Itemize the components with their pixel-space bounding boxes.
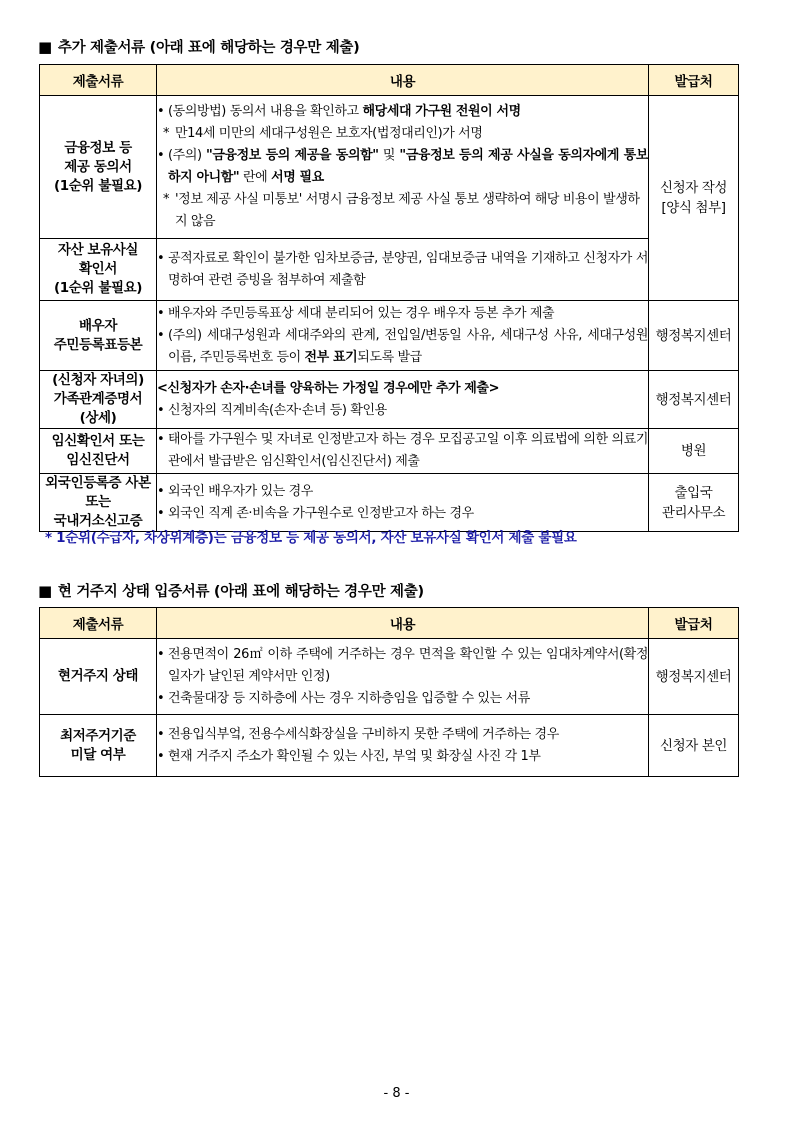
header-content: 내용 — [157, 65, 649, 96]
list-item: • 현재 거주지 주소가 확인될 수 있는 사진, 부엌 및 화장실 사진 각 1부 — [157, 746, 648, 768]
row-document-name: 임신확인서 또는 임신진단서 — [40, 429, 157, 474]
row-content — [157, 301, 649, 371]
row-issuer: 신청자 본인 — [649, 715, 739, 777]
page-number: - 8 - — [383, 1086, 410, 1101]
header-document: 제출서류 — [40, 608, 157, 639]
section1-heading: ■ 추가 제출서류 (아래 표에 해당하는 경우만 제출) — [38, 38, 360, 56]
row-issuer: 행정복지센터 — [649, 301, 739, 371]
row-content — [157, 474, 649, 532]
list-item: • 공적자료로 확인이 불가한 임차보증금, 분양권, 임대보증금 내역을 기재하고 신청자가 서명하여 관련 증빙을 첨부하여 제출함 — [157, 248, 648, 292]
table-row — [40, 639, 739, 715]
list-item: • (동의방법) 동의서 내용을 확인하고 해당세대 가구원 전원이 서명 — [157, 101, 648, 123]
bullet-dot-icon: • — [157, 327, 165, 343]
row-issuer: 행정복지센터 — [649, 371, 739, 429]
row-content — [157, 96, 649, 239]
table-row — [40, 715, 739, 777]
bullet-dot-icon: • — [157, 432, 165, 447]
list-item: • (주의) "금융정보 등의 제공을 동의함" 및 "금융정보 등의 제공 사실을 동의자에게 통보하지 아니함" 란에 서명 필요 — [157, 145, 648, 189]
table-row — [40, 474, 739, 532]
bullet-dot-icon: • — [157, 250, 165, 266]
row-condition-note: <신청자가 손자·손녀를 양육하는 가정일 경우에만 추가 제출> — [157, 380, 500, 396]
row-content — [157, 239, 649, 301]
row-document-name: 현거주지 상태 — [40, 639, 157, 715]
row-document-name: 배우자 주민등록표등본 — [40, 301, 157, 371]
list-item: • 전용입식부엌, 전용수세식화장실을 구비하지 못한 주택에 거주하는 경우 — [157, 724, 648, 746]
list-item: • 태아를 가구원수 및 자녀로 인정받고자 하는 경우 모집공고일 이후 의료법에 의한 의료기관에서 발급받은 임신확인서(임신진단서) 제출 — [157, 429, 648, 473]
header-content: 내용 — [157, 608, 649, 639]
row-issuer: 병원 — [649, 429, 739, 474]
header-document: 제출서류 — [40, 65, 157, 96]
black-square-icon: ■ — [38, 582, 52, 600]
row-document-name: 최저주거기준 미달 여부 — [40, 715, 157, 777]
row-issuer: 신청자 작성 [양식 첨부] — [649, 96, 739, 301]
row-document-name: 자산 보유사실 확인서 (1순위 불필요) — [40, 239, 157, 301]
table-row — [40, 301, 739, 371]
bullet-dot-icon: • — [157, 690, 165, 706]
list-item: • 전용면적이 26㎡ 이하 주택에 거주하는 경우 면적을 확인할 수 있는 임대차계약서(확정일자가 날인된 계약서만 인정) — [157, 644, 648, 688]
header-issuer: 발급처 — [649, 65, 739, 96]
list-item: • 건축물대장 등 지하층에 사는 경우 지하층임을 입증할 수 있는 서류 — [157, 688, 648, 710]
list-item: • 외국인 배우자가 있는 경우 — [157, 481, 648, 503]
bullet-dot-icon: • — [157, 483, 165, 499]
note-item: * 만14세 미만의 세대구성원은 보호자(법정대리인)가 서명 — [163, 126, 483, 141]
table-row — [40, 429, 739, 474]
footnote: * 1순위(수급자, 차상위계층)는 금융정보 등 제공 동의서, 자산 보유사실 확인서 제출 불필요 — [45, 530, 577, 546]
residence-documents-table — [39, 607, 739, 777]
additional-documents-table — [39, 64, 739, 532]
bullet-dot-icon: • — [157, 402, 165, 418]
table-header-row — [40, 608, 739, 639]
bullet-dot-icon: • — [157, 148, 165, 163]
table-row — [40, 371, 739, 429]
black-square-icon: ■ — [38, 38, 52, 56]
row-content — [157, 715, 649, 777]
row-issuer: 출입국 관리사무소 — [649, 474, 739, 532]
table-header-row — [40, 65, 739, 96]
table-row — [40, 239, 739, 301]
row-document-name: 금융정보 등 제공 동의서 (1순위 불필요) — [40, 96, 157, 239]
list-item: • 신청자의 직계비속(손자·손녀 등) 확인용 — [157, 400, 648, 422]
list-item: • (주의) 세대구성원과 세대주와의 관계, 전입일/변동일 사유, 세대구성 사유, 세대구성원 이름, 주민등록번호 등이 전부 표기되도록 발급 — [157, 325, 648, 369]
bullet-dot-icon: • — [157, 305, 165, 321]
bullet-dot-icon: • — [157, 726, 165, 742]
row-content — [157, 639, 649, 715]
section2-heading: ■ 현 거주지 상태 입증서류 (아래 표에 해당하는 경우만 제출) — [38, 582, 424, 600]
note-item: * '정보 제공 사실 미통보' 서명시 금융정보 제공 사실 통보 생략하여 해당 비용이 발생하지 않음 — [163, 192, 640, 229]
row-document-name: 외국인등록증 사본 또는 국내거소신고증 — [40, 474, 157, 532]
header-issuer: 발급처 — [649, 608, 739, 639]
list-item: • 외국인 직계 존·비속을 가구원수로 인정받고자 하는 경우 — [157, 503, 648, 525]
bullet-dot-icon: • — [157, 505, 165, 521]
bullet-dot-icon: • — [157, 104, 165, 119]
row-document-name: (신청자 자녀의) 가족관계증명서 (상세) — [40, 371, 157, 429]
bullet-dot-icon: • — [157, 646, 165, 662]
bullet-dot-icon: • — [157, 748, 165, 764]
table-row — [40, 96, 739, 239]
list-item: • 배우자와 주민등록표상 세대 분리되어 있는 경우 배우자 등본 추가 제출 — [157, 303, 648, 325]
row-content — [157, 429, 649, 474]
row-content — [157, 371, 649, 429]
row-issuer: 행정복지센터 — [649, 639, 739, 715]
